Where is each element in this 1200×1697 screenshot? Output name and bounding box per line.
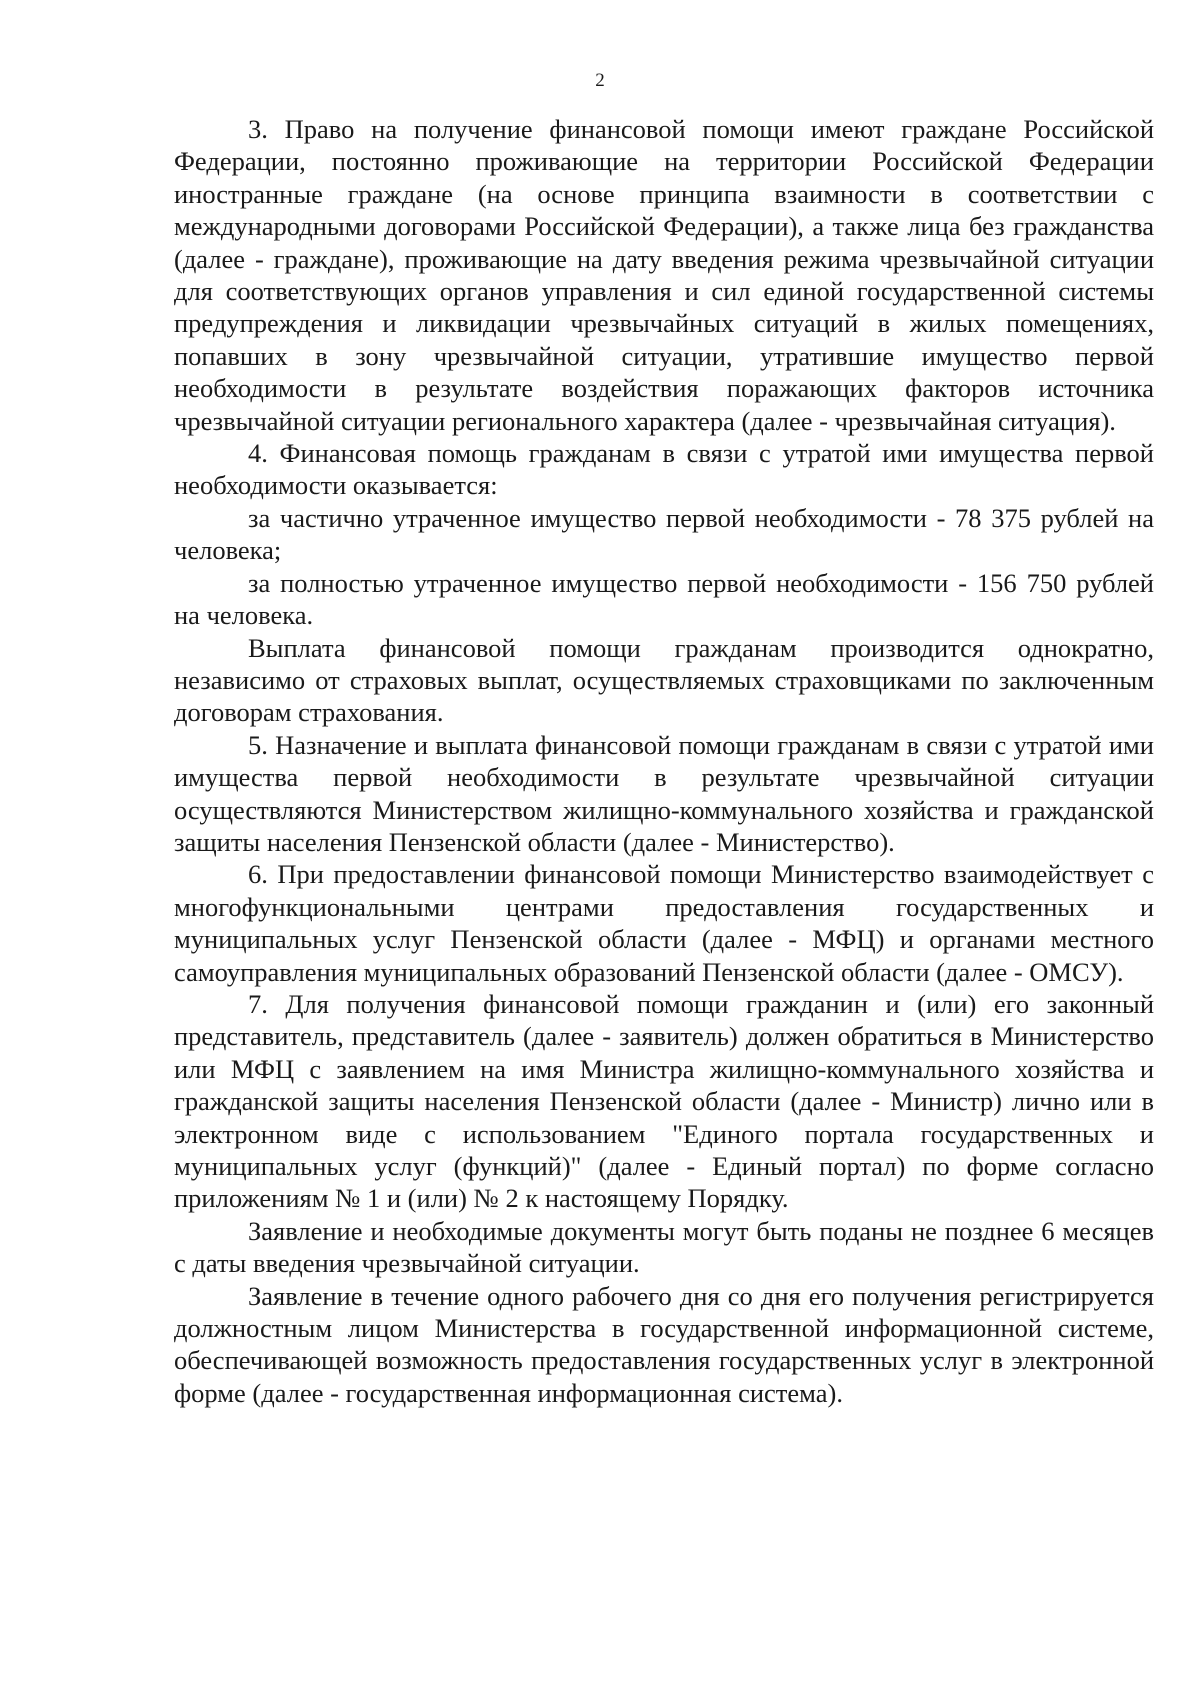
page-number: 2 <box>595 70 605 91</box>
paragraph-registration: Заявление в течение одного рабочего дня со дня его получения регистрируется должностным лицом Министерства в государственной информационной системе, обеспечивающей возможность предоставления государственных услуг в электронной форме (далее - государственная информационная система). <box>174 1280 1154 1408</box>
paragraph-4-assistance: 4. Финансовая помощь гражданам в связи с утратой ими имущества первой необходимости оказывается: <box>174 438 1154 501</box>
paragraph-full-loss-amount: за полностью утраченное имущество первой необходимости - 156 750 рублей на человека. <box>174 567 1154 631</box>
paragraph-7-application: 7. Для получения финансовой помощи гражданин и (или) его законный представитель, представитель (далее - заявитель) должен обратиться в Министерство или МФЦ с заявлением на имя Министра жилищно-коммунального хозяйства и гражданской защиты населения Пензенской области (далее - Министр) лично или в электронном виде с использованием "Единого портала государственных и муниципальных услуг (функций)" (далее - Единый портал) по форме согласно приложениям № 1 и (или) № 2 к настоящему Порядку. <box>174 988 1154 1214</box>
paragraph-partial-loss-amount: за частично утраченное имущество первой необходимости - 78 375 рублей на человека; <box>174 502 1154 566</box>
paragraph-submission-deadline: Заявление и необходимые документы могут быть поданы не позднее 6 месяцев с даты введения чрезвычайной ситуации. <box>174 1215 1154 1279</box>
paragraph-5-appointment: 5. Назначение и выплата финансовой помощи гражданам в связи с утратой ими имущества первой необходимости в результате чрезвычайной ситуации осуществляются Министерством жилищно-коммунального хозяйства и гражданской защиты населения Пензенской области (далее - Министерство). <box>174 729 1154 857</box>
paragraph-6-interaction: 6. При предоставлении финансовой помощи Министерство взаимодействует с многофункциональными центрами предоставления государственных и муниципальных услуг Пензенской области (далее - МФЦ) и органами местного самоуправления муниципальных образований Пензенской области (далее - ОМСУ). <box>174 859 1154 987</box>
paragraph-3-eligibility: 3. Право на получение финансовой помощи имеют граждане Российской Федерации, постоянно проживающие на территории Российской Федерации иностранные граждане (на основе принципа взаимности в соответствии с международными договорами Российской Федерации), а также лица без гражданства (далее - граждане), проживающие на дату введения режима чрезвычайной ситуации для соответствующих органов управления и сил единой государственной системы предупреждения и ликвидации чрезвычайных ситуаций в жилых помещениях, попавших в зону чрезвычайной ситуации, утратившие имущество первой необходимости в результате воздействия поражающих факторов источника чрезвычайной ситуации регионального характера (далее - чрезвычайная ситуация). <box>174 114 1154 436</box>
paragraph-one-time-payment: Выплата финансовой помощи гражданам производится однократно, независимо от страховых выплат, осуществляемых страховщиками по заключенным договорам страхования. <box>174 632 1154 728</box>
document-body <box>174 113 1154 1409</box>
